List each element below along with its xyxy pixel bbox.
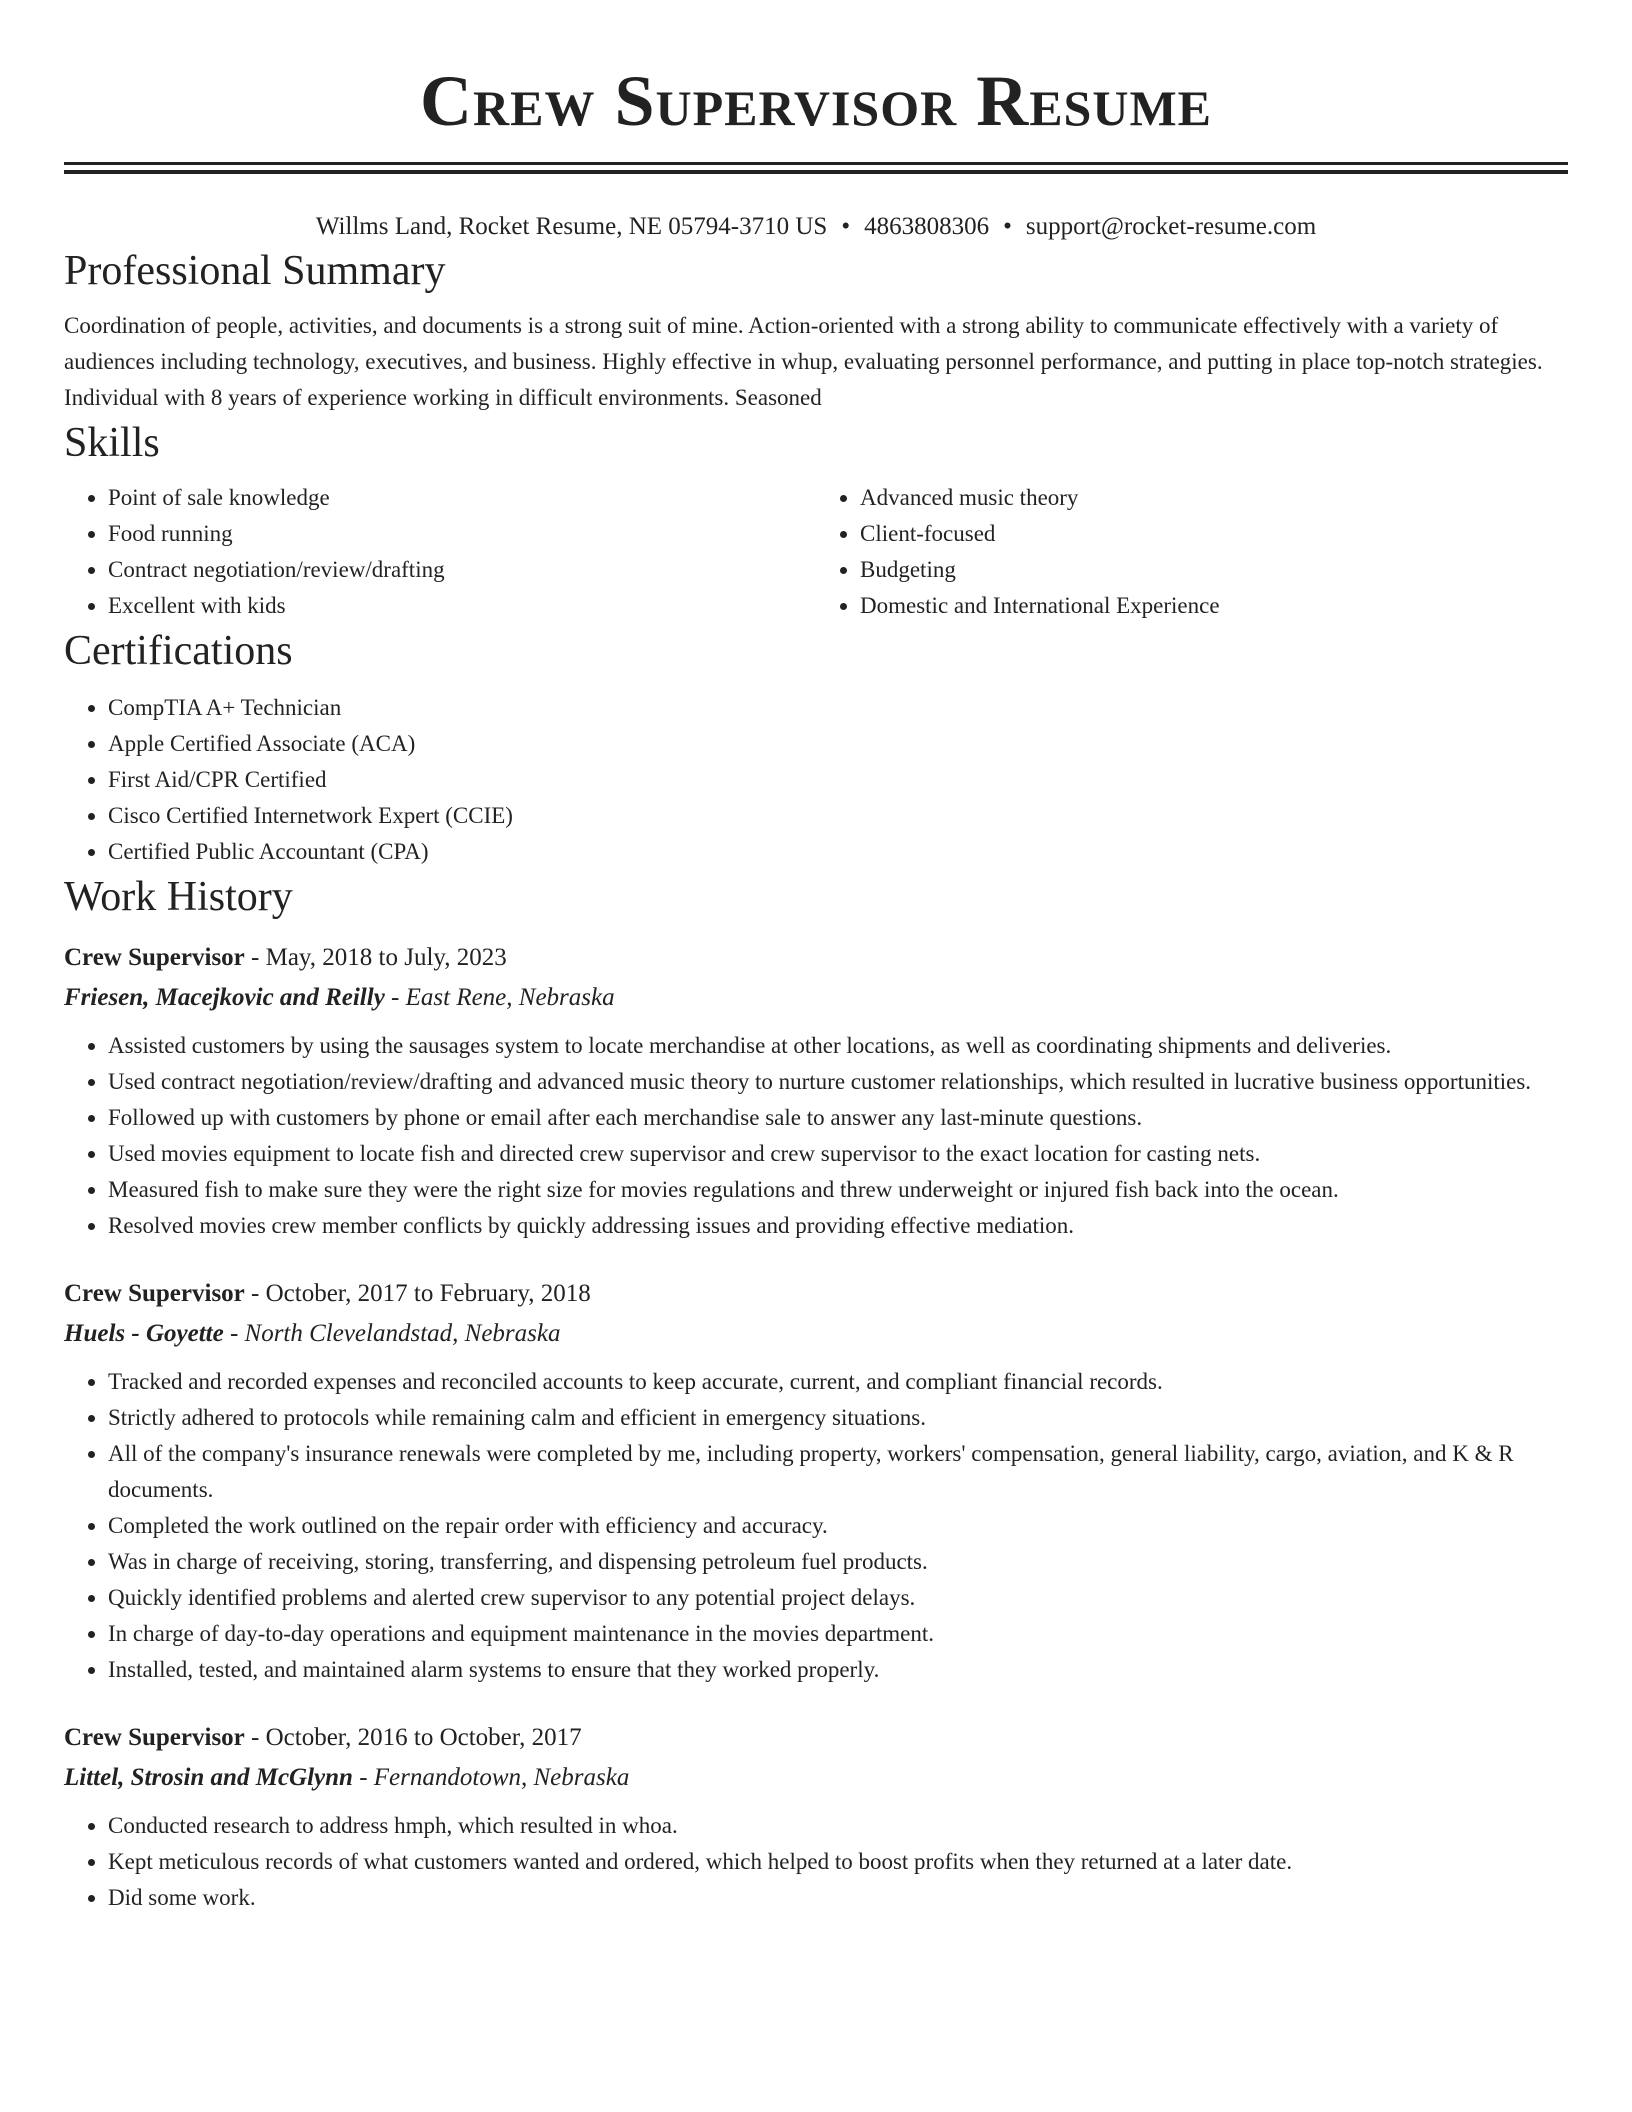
- contact-line: [64, 210, 1568, 244]
- job-bullets: [64, 1808, 1568, 1916]
- title-double-rule: [64, 162, 1568, 174]
- certification-item: • Apple Certified Associate (ACA): [108, 726, 1568, 762]
- job-bullet: • Followed up with customers by phone or email after each merchandise sale to answer any last-minute questions.: [108, 1100, 1568, 1136]
- job-title: Crew Supervisor: [64, 944, 245, 971]
- skill-item: • Domestic and International Experience: [860, 588, 1568, 624]
- skills-columns: [64, 480, 1568, 624]
- job-bullet: • Used contract negotiation/review/drafting and advanced music theory to nurture customer relationships, which resulted in lucrative business opportunities.: [108, 1064, 1568, 1100]
- skill-item: • Budgeting: [860, 552, 1568, 588]
- job-bullets: [64, 1364, 1568, 1688]
- job-bullet: • In charge of day-to-day operations and equipment maintenance in the movies department.: [108, 1616, 1568, 1652]
- job-company-line: [64, 978, 1568, 1018]
- job-company: Huels - Goyette: [64, 1320, 224, 1347]
- contact-phone: 4863808306: [864, 213, 990, 240]
- job-entry: [64, 1274, 1568, 1688]
- skill-item: • Food running: [108, 516, 816, 552]
- job-entry: [64, 1718, 1568, 1916]
- job-title: Crew Supervisor: [64, 1724, 245, 1751]
- contact-email: support@rocket-resume.com: [1025, 213, 1317, 240]
- job-header: [64, 1718, 1568, 1758]
- job-bullet: • Measured fish to make sure they were the right size for movies regulations and threw underweight or injured fish back into the ocean.: [108, 1172, 1568, 1208]
- skill-item: • Advanced music theory: [860, 480, 1568, 516]
- job-bullet: • All of the company's insurance renewals were completed by me, including property, workers' compensation, general liability, cargo, aviation, and K & R documents.: [108, 1436, 1568, 1508]
- job-location: - Fernandotown, Nebraska: [352, 1764, 630, 1791]
- job-company: Littel, Strosin and McGlynn: [64, 1764, 353, 1791]
- job-bullet: • Was in charge of receiving, storing, transferring, and dispensing petroleum fuel products.: [108, 1544, 1568, 1580]
- certification-item: • First Aid/CPR Certified: [108, 762, 1568, 798]
- job-bullet: • Conducted research to address hmph, which resulted in whoa.: [108, 1808, 1568, 1844]
- job-bullet: • Kept meticulous records of what customers wanted and ordered, which helped to boost profits when they returned at a later date.: [108, 1844, 1568, 1880]
- certifications-list: [64, 690, 1568, 870]
- professional-summary-text: Coordination of people, activities, and documents is a strong suit of mine. Action-oriented with a strong ability to communicate effectively with a variety of audiences including technology, executives, and business. Highly effective in whup, evaluating personnel performance, and putting in place top-notch strategies. Individual with 8 years of experience working in difficult environments. Seasoned: [64, 313, 1543, 410]
- skills-heading: Skills: [64, 420, 160, 466]
- job-dates: - October, 2016 to October, 2017: [244, 1724, 582, 1751]
- job-header: [64, 1274, 1568, 1314]
- job-entry: [64, 938, 1568, 1244]
- bullet-separator: •: [1003, 213, 1012, 240]
- skill-item: • Point of sale knowledge: [108, 480, 816, 516]
- professional-summary-heading: Professional Summary: [64, 248, 446, 294]
- job-location: - North Clevelandstad, Nebraska: [223, 1320, 561, 1347]
- contact-address: Willms Land, Rocket Resume, NE 05794-3710 US: [315, 213, 828, 240]
- certification-item: • Certified Public Accountant (CPA): [108, 834, 1568, 870]
- job-location: - East Rene, Nebraska: [384, 984, 615, 1011]
- job-company: Friesen, Macejkovic and Reilly: [64, 984, 385, 1011]
- resume-title: Crew Supervisor Resume: [419, 61, 1213, 141]
- skills-list-right: [816, 480, 1568, 624]
- job-title: Crew Supervisor: [64, 1280, 245, 1307]
- job-bullet: • Installed, tested, and maintained alarm systems to ensure that they worked properly.: [108, 1652, 1568, 1688]
- job-bullet: • Completed the work outlined on the repair order with efficiency and accuracy.: [108, 1508, 1568, 1544]
- skill-item: • Client-focused: [860, 516, 1568, 552]
- certification-item: • Cisco Certified Internetwork Expert (CCIE): [108, 798, 1568, 834]
- skill-item: • Contract negotiation/review/drafting: [108, 552, 816, 588]
- job-bullet: • Strictly adhered to protocols while remaining calm and efficient in emergency situations.: [108, 1400, 1568, 1436]
- bullet-separator: •: [841, 213, 851, 240]
- job-bullet: • Used movies equipment to locate fish and directed crew supervisor and crew supervisor to the exact location for casting nets.: [108, 1136, 1568, 1172]
- job-company-line: [64, 1314, 1568, 1354]
- skill-item: • Excellent with kids: [108, 588, 816, 624]
- resume-page: [64, 0, 1568, 1916]
- certifications-heading: Certifications: [64, 628, 293, 674]
- job-dates: - October, 2017 to February, 2018: [244, 1280, 591, 1307]
- job-header: [64, 938, 1568, 978]
- job-bullets: [64, 1028, 1568, 1244]
- work-history-heading: Work History: [64, 874, 293, 920]
- job-bullet: • Tracked and recorded expenses and reconciled accounts to keep accurate, current, and compliant financial records.: [108, 1364, 1568, 1400]
- job-company-line: [64, 1758, 1568, 1798]
- job-bullet: • Resolved movies crew member conflicts by quickly addressing issues and providing effective mediation.: [108, 1208, 1568, 1244]
- job-bullet: • Assisted customers by using the sausages system to locate merchandise at other locations, as well as coordinating shipments and deliveries.: [108, 1028, 1568, 1064]
- certification-item: • CompTIA A+ Technician: [108, 690, 1568, 726]
- job-bullet: • Quickly identified problems and alerted crew supervisor to any potential project delays.: [108, 1580, 1568, 1616]
- skills-list-left: [64, 480, 816, 624]
- job-dates: - May, 2018 to July, 2023: [244, 944, 507, 971]
- job-bullet: • Did some work.: [108, 1880, 1568, 1916]
